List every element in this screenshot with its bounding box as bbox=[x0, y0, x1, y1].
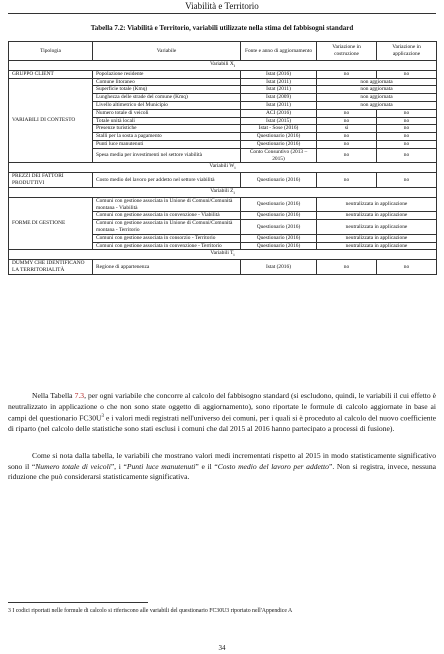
table-row bbox=[9, 173, 437, 188]
fonte-cell: Istat (2016) bbox=[241, 70, 317, 78]
costruzione-cell: no bbox=[317, 141, 377, 149]
applicazione-cell: no bbox=[377, 141, 437, 149]
body-paragraph-2: Come si nota dalla tabella, le variabili che mostrano valori medi incrementati rispetto al 2015 in modo statisticamente significativo sono il “Numero totale di veicoli”, i “Punti luce manutenuti” e il “Costo medio del lavoro per addetto”. Non si registra, invece, nessuna riduzione che può considerarsi statisticamente significativa. bbox=[8, 451, 437, 482]
header-costruzione: Variazione in costruzione bbox=[317, 42, 377, 61]
footnote-marker[interactable]: 3 bbox=[101, 414, 105, 420]
tipologia-cell: VARIABILI DI CONTESTO bbox=[9, 78, 93, 163]
table-row bbox=[9, 197, 437, 212]
merged-status-cell: non aggiornata bbox=[317, 102, 437, 110]
applicazione-cell: no bbox=[377, 70, 437, 78]
costruzione-cell: sì bbox=[317, 125, 377, 133]
fonte-cell: Questionario (2016) bbox=[241, 173, 317, 188]
fonte-cell: Istat (2016) bbox=[241, 260, 317, 275]
merged-status-cell: non aggiornata bbox=[317, 78, 437, 86]
table-reference-link[interactable]: 7.3 bbox=[74, 391, 85, 400]
variabile-cell: Comuni con gestione associata in Unione di Comuni/Comunità montana - Viabilità bbox=[93, 197, 241, 212]
merged-status-cell: neutralizzata in applicazione bbox=[317, 234, 437, 242]
merged-status-cell: non aggiornata bbox=[317, 86, 437, 94]
section-label: Variabili $T_i$ bbox=[9, 250, 437, 260]
variables-table bbox=[8, 41, 437, 275]
page-number: 34 bbox=[218, 644, 226, 652]
section-row-w bbox=[9, 163, 437, 173]
fonte-cell: Questionario (2016) bbox=[241, 234, 317, 242]
footnote-rule bbox=[8, 602, 148, 603]
variabile-cell: Punti luce manutenuti bbox=[93, 141, 241, 149]
variabile-cell: Spesa media per investimenti nel settore viabilità bbox=[93, 148, 241, 163]
variabile-cell: Comuni con gestione associata in Unione di Comuni/Comunità montana - Territorio bbox=[93, 220, 241, 235]
costruzione-cell: no bbox=[317, 173, 377, 188]
costruzione-cell: no bbox=[317, 109, 377, 117]
table-row bbox=[9, 260, 437, 275]
variabile-cell: Stalli per la sosta a pagamento bbox=[93, 133, 241, 141]
variabile-cell: Superficie totale (Kmq) bbox=[93, 86, 241, 94]
merged-status-cell: neutralizzata in applicazione bbox=[317, 242, 437, 250]
fonte-cell: Questionario (2016) bbox=[241, 220, 317, 235]
header-tipologia: Tipologia bbox=[9, 42, 93, 61]
fonte-cell: Istat (2015) bbox=[241, 117, 317, 125]
footnote: 3 I codici riportati nelle formule di calcolo si riferiscono alle variabili del questionario FC30U3 riportato nell'Appendice A bbox=[8, 608, 293, 614]
section-row-x bbox=[9, 61, 437, 71]
tipologia-cell: DUMMY CHE IDENTIFICANO LA TERRITORIALITÀ bbox=[9, 260, 93, 275]
section-row-t bbox=[9, 250, 437, 260]
tipologia-cell: FORME DI GESTIONE bbox=[9, 197, 93, 250]
variabile-cell: Regione di appartenenza bbox=[93, 260, 241, 275]
variabile-cell: Livello altimetrico del Municipio bbox=[93, 102, 241, 110]
fonte-cell: Conto Consuntivo (2013 – 2015) bbox=[241, 148, 317, 163]
variabile-cell: Comune litoraneo bbox=[93, 78, 241, 86]
applicazione-cell: no bbox=[377, 125, 437, 133]
table-row bbox=[9, 78, 437, 86]
variabile-cell: Numero totale di veicoli bbox=[93, 109, 241, 117]
costruzione-cell: no bbox=[317, 260, 377, 275]
variabile-cell: Costo medio del lavoro per addetto nel settore viabilità bbox=[93, 173, 241, 188]
fonte-cell: Istat - Sose (2016) bbox=[241, 125, 317, 133]
variabile-cell: Totale unità locali bbox=[93, 117, 241, 125]
fonte-cell: Istat (2011) bbox=[241, 86, 317, 94]
variabile-cell: Presenze turistiche bbox=[93, 125, 241, 133]
section-label: Variabili $Z_i$ bbox=[9, 187, 437, 197]
fonte-cell: Istat (2011) bbox=[241, 102, 317, 110]
fonte-cell: Istat (2011) bbox=[241, 78, 317, 86]
body-paragraph-1: Nella Tabella 7.3, per ogni variabile che concorre al calcolo del fabbisogno standard (si escludono, quindi, le variabili il cui effetto è neutralizzato in applicazione o che non sono state oggetto di aggiornamento), sono riportate le formule di calcolo aggiornate in base ai campi del questionario $FC30U^3$ e i valori medi registrati nell'universo dei comuni, per i quali si è proceduto al calcolo del nuovo coefficiente di riparto (nel calcolo delle statistiche sono stati esclusi i comuni che dal 2015 al 2016 hanno partecipato a processi di fusione). bbox=[8, 391, 436, 434]
applicazione-cell: no bbox=[377, 260, 437, 275]
costruzione-cell: no bbox=[317, 133, 377, 141]
applicazione-cell: no bbox=[377, 117, 437, 125]
header-variabile: Variabile bbox=[93, 42, 241, 61]
merged-status-cell: non aggiornata bbox=[317, 94, 437, 102]
applicazione-cell: no bbox=[377, 109, 437, 117]
variabile-cell: Comuni con gestione associata in consorzio - Territorio bbox=[93, 234, 241, 242]
fonte-cell: Questionario (2016) bbox=[241, 133, 317, 141]
merged-status-cell: neutralizzata in applicazione bbox=[317, 197, 437, 212]
header-fonte: Fonte e anno di aggiornamento bbox=[241, 42, 317, 61]
applicazione-cell: no bbox=[377, 148, 437, 163]
variabile-cell: Popolazione residente bbox=[93, 70, 241, 78]
merged-status-cell: neutralizzata in applicazione bbox=[317, 220, 437, 235]
section-label: Variabili $W_i$ bbox=[9, 163, 437, 173]
applicazione-cell: no bbox=[377, 173, 437, 188]
variabile-cell: Comuni con gestione associata in convenzione - Territorio bbox=[93, 242, 241, 250]
header-rule bbox=[8, 13, 436, 14]
table-header-row bbox=[9, 42, 437, 61]
costruzione-cell: no bbox=[317, 117, 377, 125]
fonte-cell: Questionario (2016) bbox=[241, 242, 317, 250]
section-row-z bbox=[9, 187, 437, 197]
tipologia-cell: PREZZI DEI FATTORI PRODUTTIVI bbox=[9, 173, 93, 188]
tipologia-cell: GRUPPO CLIENT bbox=[9, 70, 93, 78]
fonte-cell: Questionario (2016) bbox=[241, 212, 317, 220]
fonte-cell: ACI (2016) bbox=[241, 109, 317, 117]
fonte-cell: Istat (2009) bbox=[241, 94, 317, 102]
variabile-cell: Lunghezza delle strade del comune (Kmq) bbox=[93, 94, 241, 102]
table-row bbox=[9, 70, 437, 78]
table-caption: Tabella 7.2: Viabilità e Territorio, variabili utilizzate nella stima del fabbisogni standard bbox=[90, 24, 354, 32]
fonte-cell: Questionario (2016) bbox=[241, 197, 317, 212]
variabile-cell: Comuni con gestione associata in convenzione - Viabilità bbox=[93, 212, 241, 220]
merged-status-cell: neutralizzata in applicazione bbox=[317, 212, 437, 220]
costruzione-cell: no bbox=[317, 148, 377, 163]
applicazione-cell: no bbox=[377, 133, 437, 141]
costruzione-cell: no bbox=[317, 70, 377, 78]
header-applicazione: Variazione in applicazione bbox=[377, 42, 437, 61]
section-label: Variabili $X_i$ bbox=[9, 61, 437, 71]
fonte-cell: Questionario (2016) bbox=[241, 141, 317, 149]
running-header: Viabilità e Territorio bbox=[185, 1, 259, 11]
